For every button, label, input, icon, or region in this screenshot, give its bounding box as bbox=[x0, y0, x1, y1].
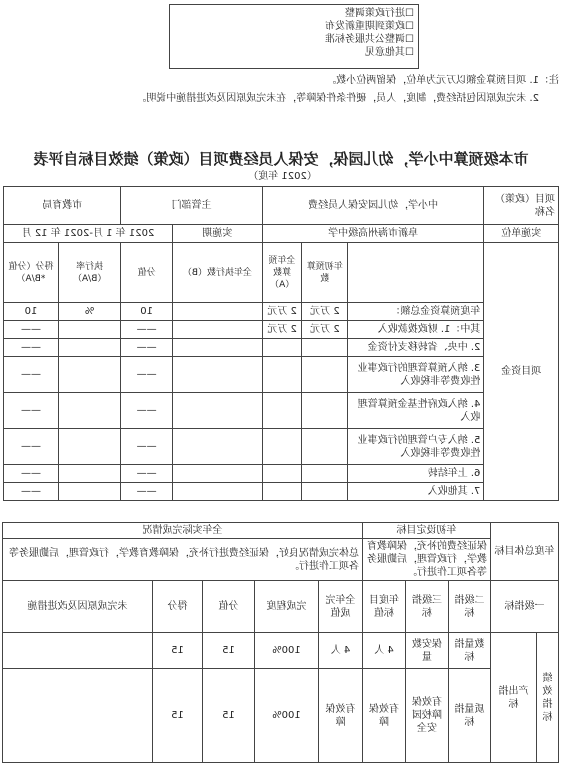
cell-score-max: —— bbox=[121, 429, 173, 465]
ind-h-degree: 完成程度 bbox=[254, 581, 318, 633]
col-exec-rate: 执行率（B/A） bbox=[58, 243, 121, 303]
goals-table bbox=[2, 522, 559, 763]
cell-score-max: 10 bbox=[121, 303, 173, 321]
ind-reason bbox=[2, 669, 152, 763]
funds-row bbox=[4, 429, 559, 465]
row-label: 3. 纳入预算管理的行政事业性收费等非税收入 bbox=[348, 357, 484, 393]
col-initial-budget: 年初预算数 bbox=[302, 243, 348, 303]
ind-l3: 有效保障校园安全 bbox=[406, 669, 449, 763]
top-options-table bbox=[169, 4, 419, 69]
goals-plan-text: 保证经费的补充，保障教育教学，行政管理，后勤服务等各项工作进行。 bbox=[362, 539, 490, 581]
row-label: 4. 纳入政府性基金预算管理收入 bbox=[348, 393, 484, 429]
cell-initial bbox=[302, 465, 348, 483]
cell-rate bbox=[58, 483, 121, 501]
cell-score-max: —— bbox=[121, 339, 173, 357]
goals-actual-text: 总体完成情况良好，保证经费进行补充，保障教育教学，行政管理，后勤服务等各项工作进行。 bbox=[2, 539, 362, 581]
row-label: 6. 上年结转 bbox=[348, 465, 484, 483]
option-standard-adjust: ☐调整公共服务标准 bbox=[325, 34, 414, 45]
cell-exec bbox=[172, 393, 262, 429]
cell-score: —— bbox=[4, 357, 59, 393]
cell-score: —— bbox=[4, 465, 59, 483]
dept-label: 主管部门 bbox=[121, 187, 262, 225]
impl-unit-label: 实施单位 bbox=[484, 225, 559, 243]
ind-h-score: 得分 bbox=[152, 581, 202, 633]
ind-target: 有效保障 bbox=[362, 669, 405, 763]
cell-score-max: —— bbox=[121, 393, 173, 429]
cell-score-max: —— bbox=[121, 465, 173, 483]
period-value: 2021 年 1 月-2021 年 12 月 bbox=[4, 225, 173, 243]
ind-h-l2: 二级指标 bbox=[449, 581, 491, 633]
cell-exec bbox=[172, 321, 262, 339]
cell-rate bbox=[58, 393, 121, 429]
goals-plan-label: 年初设定目标 bbox=[362, 523, 490, 539]
row-label: 7. 其他收入 bbox=[348, 483, 484, 501]
funds-row bbox=[4, 339, 559, 357]
cell-initial bbox=[302, 429, 348, 465]
cell-exec bbox=[172, 483, 262, 501]
ind-h-target: 年度目标值 bbox=[362, 581, 405, 633]
option-republish: ☐政策到期重新发布 bbox=[325, 21, 414, 32]
col-annual-budget: 全年预算数（A） bbox=[262, 243, 302, 303]
cell-rate bbox=[58, 465, 121, 483]
ind-done: 有效保障 bbox=[318, 669, 362, 763]
cell-annual bbox=[262, 393, 302, 429]
cell-score: —— bbox=[4, 483, 59, 501]
row-label: 年度预算资金总额： bbox=[348, 303, 484, 321]
funds-row bbox=[4, 393, 559, 429]
cell-score-max: —— bbox=[121, 483, 173, 501]
cell-rate bbox=[58, 339, 121, 357]
option-other: ☐其他意见 bbox=[365, 47, 414, 58]
cell-annual bbox=[262, 465, 302, 483]
ind-l2: 质量指标 bbox=[449, 669, 491, 763]
cell-score-max: —— bbox=[121, 357, 173, 393]
cell-score: —— bbox=[4, 339, 59, 357]
ind-score-max: 15 bbox=[202, 669, 254, 763]
funds-row bbox=[4, 321, 559, 339]
period-label: 实施期 bbox=[172, 225, 262, 243]
cell-annual: 2 万元 bbox=[262, 321, 302, 339]
funds-table bbox=[3, 186, 559, 501]
cell-exec bbox=[172, 465, 262, 483]
ind-score: 15 bbox=[152, 633, 202, 669]
cell-rate bbox=[58, 321, 121, 339]
col-score-max: 分值 bbox=[121, 243, 173, 303]
perf-label: 绩效指标 bbox=[537, 633, 559, 763]
ind-h-l3: 三级指标 bbox=[406, 581, 449, 633]
cell-score: —— bbox=[4, 321, 59, 339]
options-cell bbox=[170, 5, 419, 69]
ind-degree: 100% bbox=[254, 669, 318, 763]
col-annual-exec: 全年执行数（B） bbox=[172, 243, 262, 303]
ind-target: 4 人 bbox=[362, 633, 405, 669]
ind-degree: 100% bbox=[254, 633, 318, 669]
ind-h-score-max: 分值 bbox=[202, 581, 254, 633]
row-label: 其中：1. 财政拨款收入 bbox=[348, 321, 484, 339]
ind-h-reason: 未完成原因及改进措施 bbox=[2, 581, 152, 633]
cell-initial bbox=[302, 357, 348, 393]
goals-actual-label: 全年实际完成情况 bbox=[2, 523, 362, 539]
indicator-row bbox=[2, 669, 558, 763]
output-label: 产出指标 bbox=[491, 633, 537, 763]
funds-row bbox=[4, 357, 559, 393]
cell-initial bbox=[302, 483, 348, 501]
cell-rate: % bbox=[58, 303, 121, 321]
funds-row bbox=[4, 465, 559, 483]
option-policy-adjust: ☐进行政策调整 bbox=[345, 8, 414, 19]
ind-done: 4 人 bbox=[318, 633, 362, 669]
cell-rate bbox=[58, 429, 121, 465]
project-value: 中小学，幼儿园安保人员经费 bbox=[262, 187, 484, 225]
note-2: 2. 未完成原因包括经费，制度，人员，硬件条件保障等，在未完成原因及改进措施中说明。 bbox=[136, 93, 539, 104]
ind-reason bbox=[2, 633, 152, 669]
ind-l2: 数量指标 bbox=[449, 633, 491, 669]
cell-annual bbox=[262, 483, 302, 501]
impl-unit-value: 阜新市海州高级中学 bbox=[262, 225, 484, 243]
cell-initial bbox=[302, 339, 348, 357]
cell-score: —— bbox=[4, 393, 59, 429]
cell-rate bbox=[58, 357, 121, 393]
funds-row bbox=[4, 303, 559, 321]
row-label: 2. 中央、省转移支付资金 bbox=[348, 339, 484, 357]
dept-value: 市教育局 bbox=[4, 187, 121, 225]
project-label: 项目（政策）名称 bbox=[484, 187, 559, 225]
cell-score-max: —— bbox=[121, 321, 173, 339]
note-1: 注：1. 项目预算金额以万元为单位，保留两位小数。 bbox=[326, 75, 559, 86]
funds-row bbox=[4, 483, 559, 501]
cell-initial: 2 万元 bbox=[302, 321, 348, 339]
col-score: 得分（分值*B/A） bbox=[4, 243, 59, 303]
cell-annual bbox=[262, 429, 302, 465]
ind-h-l1: 一级指标 bbox=[491, 581, 559, 633]
page-subtitle: （2021 年度） bbox=[248, 171, 317, 182]
cell-exec bbox=[172, 339, 262, 357]
ind-h-done: 全年完成值 bbox=[318, 581, 362, 633]
funds-section-label: 项目资金 bbox=[484, 243, 559, 501]
cell-annual bbox=[262, 357, 302, 393]
cell-initial bbox=[302, 393, 348, 429]
cell-annual bbox=[262, 339, 302, 357]
cell-exec bbox=[172, 357, 262, 393]
cell-score: 10 bbox=[4, 303, 59, 321]
goals-label: 年度总体目标 bbox=[491, 523, 559, 581]
cell-exec bbox=[172, 303, 262, 321]
ind-l3: 保安数量 bbox=[406, 633, 449, 669]
cell-annual: 2 万元 bbox=[262, 303, 302, 321]
ind-score: 15 bbox=[152, 669, 202, 763]
cell-initial: 2 万元 bbox=[302, 303, 348, 321]
cell-exec bbox=[172, 429, 262, 465]
page-title: 市本级预算中小学，幼儿园保，安保人员经费项目（政策）绩效目标自评表 bbox=[33, 150, 529, 168]
row-label: 5. 纳入专户管理的行政事业性收费等非税收入 bbox=[348, 429, 484, 465]
indicator-row bbox=[2, 633, 558, 669]
ind-score-max: 15 bbox=[202, 633, 254, 669]
cell-score: —— bbox=[4, 429, 59, 465]
